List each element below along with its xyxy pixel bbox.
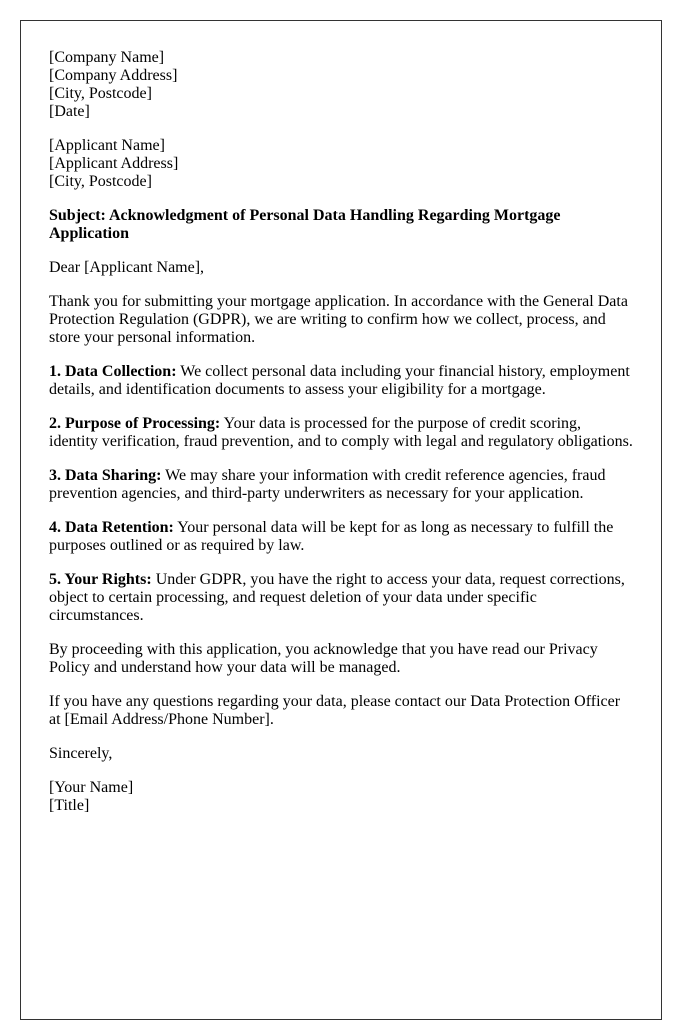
- sender-address-block: [49, 49, 633, 121]
- salutation: Dear [Applicant Name],: [49, 259, 205, 276]
- recipient-address-block: [49, 137, 633, 191]
- signature-title: [Title]: [49, 797, 90, 814]
- section-label: 4. Data Retention:: [49, 519, 174, 536]
- section-text: Your data is processed for the purpose of credit scoring, identity verification, fraud prevention, and to comply with legal and regulatory obligations.: [49, 415, 633, 450]
- signature-block: [49, 779, 633, 815]
- section-label: 5. Your Rights:: [49, 571, 152, 588]
- letter-page: [20, 20, 662, 1020]
- section-label: 1. Data Collection:: [49, 363, 177, 380]
- section-text: Your personal data will be kept for as long as necessary to fulfill the purposes outlined or as required by law.: [49, 519, 614, 554]
- section-text: We collect personal data including your financial history, employment details, and identification documents to assess your eligibility for a mortgage.: [49, 363, 630, 398]
- sender-company-name: [Company Name]: [49, 49, 165, 66]
- sender-city-postcode: [City, Postcode]: [49, 85, 152, 102]
- closing: Sincerely,: [49, 745, 113, 762]
- section-label: 2. Purpose of Processing:: [49, 415, 221, 432]
- intro-paragraph: Thank you for submitting your mortgage application. In accordance with the General Data Protection Regulation (GDPR), we are writing to confirm how we collect, process, and store your personal information.: [49, 293, 628, 346]
- letter-date: [Date]: [49, 103, 90, 120]
- recipient-city-postcode: [City, Postcode]: [49, 173, 152, 190]
- section-data-collection: [49, 363, 633, 399]
- acknowledgment-paragraph: By proceeding with this application, you acknowledge that you have read our Privacy Policy and understand how your data will be managed.: [49, 641, 598, 676]
- section-purpose-of-processing: [49, 415, 633, 451]
- sender-company-address: [Company Address]: [49, 67, 178, 84]
- section-label: 3. Data Sharing:: [49, 467, 162, 484]
- section-data-sharing: [49, 467, 633, 503]
- section-your-rights: [49, 571, 633, 625]
- recipient-name: [Applicant Name]: [49, 137, 165, 154]
- section-text: We may share your information with credit reference agencies, fraud prevention agencies, and third-party underwriters as necessary for your application.: [49, 467, 606, 502]
- section-text: Under GDPR, you have the right to access your data, request corrections, object to certain processing, and request deletion of your data under specific circumstances.: [49, 571, 625, 624]
- document-viewport: [20, 20, 662, 814]
- subject-line: Subject: Acknowledgment of Personal Data Handling Regarding Mortgage Application: [49, 207, 561, 242]
- section-data-retention: [49, 519, 633, 555]
- recipient-address: [Applicant Address]: [49, 155, 179, 172]
- signature-name: [Your Name]: [49, 779, 134, 796]
- contact-paragraph: If you have any questions regarding your data, please contact our Data Protection Officer at [Email Address/Phone Number].: [49, 693, 621, 728]
